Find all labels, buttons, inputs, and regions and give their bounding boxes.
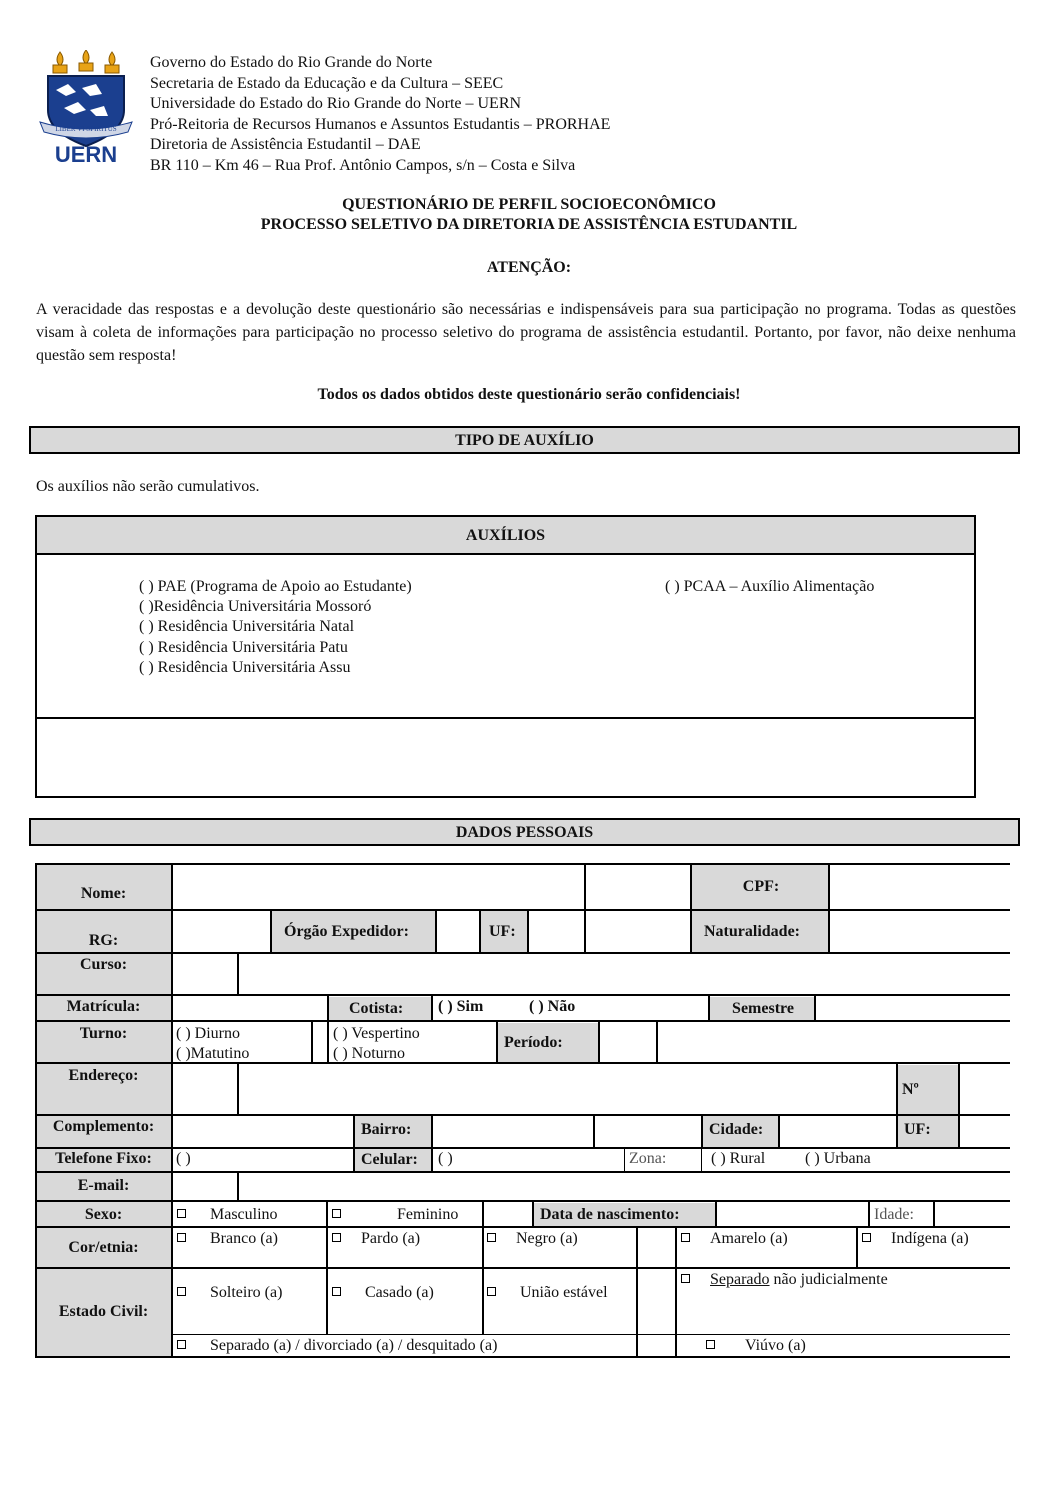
label-email: E-mail:	[77, 1177, 130, 1194]
checkbox-icon[interactable]	[177, 1287, 186, 1296]
checkbox-icon[interactable]	[706, 1340, 715, 1349]
cor-pardo[interactable]: Pardo (a)	[332, 1230, 420, 1248]
option-residencia-assu[interactable]: ( ) Residência Universitária Assu	[139, 659, 351, 676]
institution-header	[150, 53, 610, 176]
checkbox-icon[interactable]	[332, 1233, 341, 1242]
option-pcaa[interactable]: ( ) PCAA – Auxílio Alimentação	[665, 578, 875, 595]
label-idade: Idade:	[874, 1206, 914, 1223]
label-celular: Celular:	[355, 1149, 432, 1171]
turno-matutino[interactable]: ( )Matutino	[176, 1045, 250, 1062]
cor-indigena[interactable]: Indígena (a)	[862, 1230, 969, 1248]
civil-separado[interactable]: Separado não judicialmente	[681, 1271, 888, 1289]
option-residencia-natal[interactable]: ( ) Residência Universitária Natal	[139, 618, 355, 635]
label-periodo: Período:	[498, 1023, 600, 1063]
label-orgao-expedidor: Órgão Expedidor:	[272, 911, 435, 953]
zona-rural[interactable]: ( ) Rural	[711, 1150, 766, 1167]
cor-negro[interactable]: Negro (a)	[487, 1230, 578, 1248]
form-title: QUESTIONÁRIO DE PERFIL SOCIOECONÔMICO	[342, 196, 716, 213]
label-semestre: Semestre	[710, 997, 816, 1021]
civil-divorciado[interactable]: Separado (a) / divorciado (a) / desquitado (a)	[177, 1337, 497, 1355]
cor-amarelo[interactable]: Amarelo (a)	[681, 1230, 788, 1248]
checkbox-icon[interactable]	[177, 1340, 186, 1349]
zona-urbana[interactable]: ( ) Urbana	[805, 1150, 871, 1167]
label-zona: Zona:	[629, 1150, 667, 1167]
label-uf-endereco: UF:	[898, 1116, 960, 1147]
civil-uniao-estavel[interactable]: União estável	[487, 1284, 608, 1302]
uern-logo	[38, 50, 134, 168]
sexo-masculino[interactable]: Masculino	[177, 1206, 278, 1224]
auxilios-divider	[37, 717, 974, 719]
form-subtitle: PROCESSO SELETIVO DA DIRETORIA DE ASSISTÊNCIA ESTUDANTIL	[260, 216, 798, 233]
section-bar-dados-pessoais: DADOS PESSOAIS	[29, 818, 1020, 846]
instructions-paragraph: A veracidade das respostas e a devolução deste questionário são necessárias e indispensáveis para sua participação no programa. Todas as questões visam à coleta de informações para participação no processo seletivo do programa de assistência estudantil. Portanto, por favor, não deixe nenhuma questão sem resposta!	[36, 301, 1016, 364]
label-curso: Curso:	[79, 956, 128, 973]
confidential-notice: Todos os dados obtidos deste questionário serão confidenciais!	[317, 386, 741, 403]
checkbox-icon[interactable]	[177, 1233, 186, 1242]
auxilios-box	[35, 515, 976, 798]
label-bairro: Bairro:	[355, 1116, 432, 1147]
personal-data-form	[35, 863, 1010, 1358]
header-line: Governo do Estado do Rio Grande do Norte	[150, 54, 433, 71]
label-nome: Nome:	[80, 885, 127, 902]
cor-branco[interactable]: Branco (a)	[177, 1230, 278, 1248]
cpf-input[interactable]	[832, 865, 1010, 907]
label-numero: Nº	[898, 1065, 960, 1115]
option-pae[interactable]: ( ) PAE (Programa de Apoio ao Estudante)	[139, 578, 412, 595]
checkbox-icon[interactable]	[487, 1287, 496, 1296]
turno-noturno[interactable]: ( ) Noturno	[333, 1045, 405, 1062]
label-cotista: Cotista:	[329, 997, 431, 1021]
option-residencia-mossoro[interactable]: ( )Residência Universitária Mossoró	[139, 598, 372, 615]
checkbox-icon[interactable]	[177, 1209, 186, 1218]
checkbox-icon[interactable]	[681, 1233, 690, 1242]
label-turno: Turno:	[79, 1025, 128, 1042]
checkbox-icon[interactable]	[332, 1287, 341, 1296]
civil-viuvo[interactable]: Viúvo (a)	[706, 1337, 806, 1355]
celular-input[interactable]: ( )	[438, 1150, 453, 1167]
civil-solteiro[interactable]: Solteiro (a)	[177, 1284, 282, 1302]
turno-vespertino[interactable]: ( ) Vespertino	[333, 1025, 420, 1042]
label-cpf: CPF:	[692, 865, 830, 909]
cumulative-note: Os auxílios não serão cumulativos.	[36, 478, 260, 495]
section-bar-tipo-auxilio: TIPO DE AUXÍLIO	[29, 426, 1020, 454]
label-uf: UF:	[481, 911, 527, 953]
turno-diurno[interactable]: ( ) Diurno	[176, 1025, 240, 1042]
label-estado-civil: Estado Civil:	[58, 1303, 149, 1320]
label-telefone: Telefone Fixo:	[55, 1150, 152, 1167]
civil-casado[interactable]: Casado (a)	[332, 1284, 434, 1302]
header-line: Pró-Reitoria de Recursos Humanos e Assuntos Estudantis – PRORHAE	[150, 115, 611, 133]
label-naturalidade: Naturalidade:	[692, 911, 830, 953]
label-complemento: Complemento:	[52, 1118, 155, 1135]
checkbox-icon[interactable]	[487, 1233, 496, 1242]
auxilios-heading: AUXÍLIOS	[37, 517, 974, 555]
attention-heading: ATENÇÃO:	[486, 259, 572, 276]
telefone-input[interactable]: ( )	[176, 1150, 191, 1167]
logo-acronym: UERN	[54, 142, 118, 167]
label-data-nascimento: Data de nascimento:	[534, 1203, 715, 1227]
checkbox-icon[interactable]	[681, 1274, 690, 1283]
label-rg: RG:	[88, 932, 119, 949]
checkbox-icon[interactable]	[332, 1209, 341, 1218]
label-sexo: Sexo:	[84, 1206, 123, 1223]
header-line: Universidade do Estado do Rio Grande do Norte – UERN	[150, 95, 522, 112]
logo-motto: LIBER VI SPIRITUS	[55, 125, 117, 133]
header-line: BR 110 – Km 46 – Rua Prof. Antônio Campos, s/n – Costa e Silva	[150, 156, 576, 174]
option-residencia-patu[interactable]: ( ) Residência Universitária Patu	[139, 639, 348, 656]
label-cidade: Cidade:	[703, 1116, 780, 1147]
label-cor-etnia: Cor/etnia:	[68, 1239, 139, 1256]
cotista-nao[interactable]: ( ) Não	[529, 998, 576, 1015]
sexo-feminino[interactable]: Feminino	[332, 1206, 458, 1224]
label-matricula: Matrícula:	[66, 998, 141, 1015]
label-endereco: Endereço:	[68, 1067, 139, 1084]
header-line: Secretaria de Estado da Educação e da Cultura – SEEC	[150, 74, 504, 92]
cotista-sim[interactable]: ( ) Sim	[438, 998, 484, 1015]
checkbox-icon[interactable]	[862, 1233, 871, 1242]
nome-input[interactable]	[174, 865, 584, 907]
header-line: Diretoria de Assistência Estudantil – DAE	[150, 136, 421, 153]
